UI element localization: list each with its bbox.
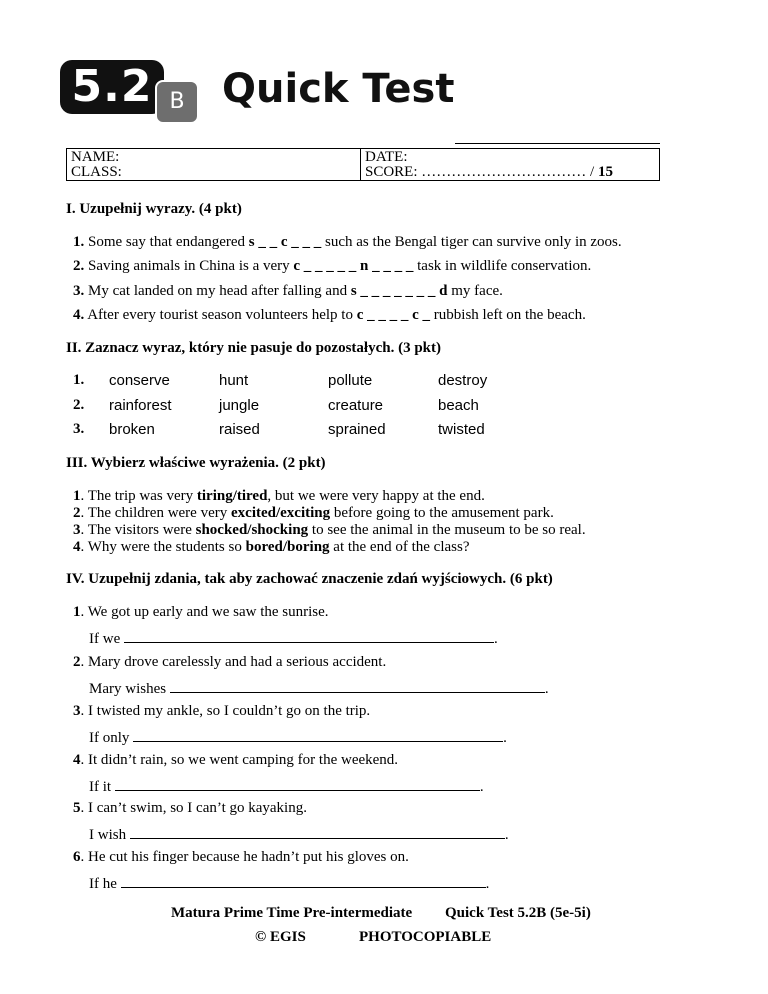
- info-right-cell: [361, 149, 659, 180]
- answer-blank[interactable]: [115, 776, 480, 791]
- info-left-cell: [67, 149, 361, 180]
- section-1-item: 1. Some say that endangered s _ _ c _ _ _ such as the Bengal tiger can survive only in zoos.: [73, 234, 622, 250]
- section-2-title: II. Zaznacz wyraz, który nie pasuje do pozostałych. (3 pkt): [66, 340, 441, 356]
- word-option[interactable]: pollute: [328, 372, 373, 389]
- word-option[interactable]: beach: [438, 397, 479, 414]
- student-info-table: [66, 148, 660, 181]
- section-4-title: IV. Uzupełnij zdania, tak aby zachować znaczenie zdań wyjściowych. (6 pkt): [66, 571, 553, 587]
- word-option[interactable]: raised: [219, 421, 260, 438]
- word-option[interactable]: rainforest: [109, 397, 172, 414]
- section-4-answer-line[interactable]: If we .: [89, 628, 498, 648]
- section-3-item: 3. The visitors were shocked/shocking to see the animal in the museum to be so real.: [73, 522, 586, 538]
- score-line: [365, 165, 655, 180]
- word-option[interactable]: broken: [109, 421, 155, 438]
- answer-blank[interactable]: [124, 628, 494, 643]
- section-4-answer-line[interactable]: If he .: [89, 873, 489, 893]
- page-title: Quick Test: [222, 66, 455, 112]
- test-version-badge: B: [155, 80, 199, 124]
- word-option[interactable]: twisted: [438, 421, 485, 438]
- test-number-badge: 5.2: [60, 60, 164, 114]
- word-option[interactable]: conserve: [109, 372, 170, 389]
- footer-book-title: Matura Prime Time Pre-intermediate: [171, 905, 413, 921]
- answer-blank[interactable]: [170, 678, 545, 693]
- name-label: NAME:: [71, 149, 120, 165]
- section-4-answer-line[interactable]: Mary wishes .: [89, 678, 549, 698]
- word-row-number: 1.: [73, 372, 85, 388]
- section-3-item: 4. Why were the students so bored/boring at the end of the class?: [73, 539, 470, 555]
- footer-photocopiable: PHOTOCOPIABLE: [359, 929, 492, 945]
- section-1-item: 4. After every tourist season volunteers help to c _ _ _ _ c _ rubbish left on the beach.: [73, 307, 586, 323]
- word-option[interactable]: hunt: [219, 372, 249, 389]
- footer-test-code: Quick Test 5.2B (5e-5i): [445, 905, 591, 921]
- word-row-number: 2.: [73, 397, 85, 413]
- section-4-sentence: 3. I twisted my ankle, so I couldn’t go on the trip.: [73, 703, 371, 719]
- section-4-answer-line[interactable]: I wish .: [89, 824, 509, 844]
- section-4-sentence: 6. He cut his finger because he hadn’t put his gloves on.: [73, 849, 409, 865]
- section-1-item: 3. My cat landed on my head after falling and s _ _ _ _ _ _ _ d my face.: [73, 283, 503, 299]
- section-4-sentence: 2. Mary drove carelessly and had a serious accident.: [73, 654, 387, 670]
- section-3-item: 1. The trip was very tiring/tired, but we were very happy at the end.: [73, 488, 485, 504]
- score-slash: /: [586, 164, 598, 180]
- word-row-number: 3.: [73, 421, 85, 437]
- section-4-sentence: 4. It didn’t rain, so we went camping for the weekend.: [73, 752, 399, 768]
- word-option[interactable]: creature: [328, 397, 384, 414]
- date-label: DATE:: [365, 149, 408, 165]
- section-3-title: III. Wybierz właściwe wyrażenia. (2 pkt): [66, 455, 326, 471]
- section-4-sentence: 5. I can’t swim, so I can’t go kayaking.: [73, 800, 307, 816]
- score-label: SCORE: ……………………………: [365, 164, 587, 180]
- word-option[interactable]: sprained: [328, 421, 386, 438]
- section-3-item: 2. The children were very excited/exciting before going to the amusement park.: [73, 505, 554, 521]
- word-option[interactable]: jungle: [219, 397, 260, 414]
- score-total: 15: [597, 164, 613, 180]
- answer-blank[interactable]: [130, 824, 505, 839]
- answer-blank[interactable]: [133, 727, 503, 742]
- section-4-answer-line[interactable]: If it .: [89, 776, 484, 796]
- answer-blank[interactable]: [121, 873, 486, 888]
- class-label: CLASS:: [71, 164, 122, 180]
- footer-copyright: © EGIS: [255, 929, 306, 945]
- section-1-item: 2. Saving animals in China is a very c _ _ _ _ _ n _ _ _ _ task in wildlife conservation.: [73, 258, 592, 274]
- info-top-rule: [455, 143, 660, 144]
- section-4-answer-line[interactable]: If only .: [89, 727, 507, 747]
- section-4-sentence: 1. We got up early and we saw the sunrise.: [73, 604, 329, 620]
- word-option[interactable]: destroy: [438, 372, 488, 389]
- section-1-title: I. Uzupełnij wyrazy. (4 pkt): [66, 201, 242, 217]
